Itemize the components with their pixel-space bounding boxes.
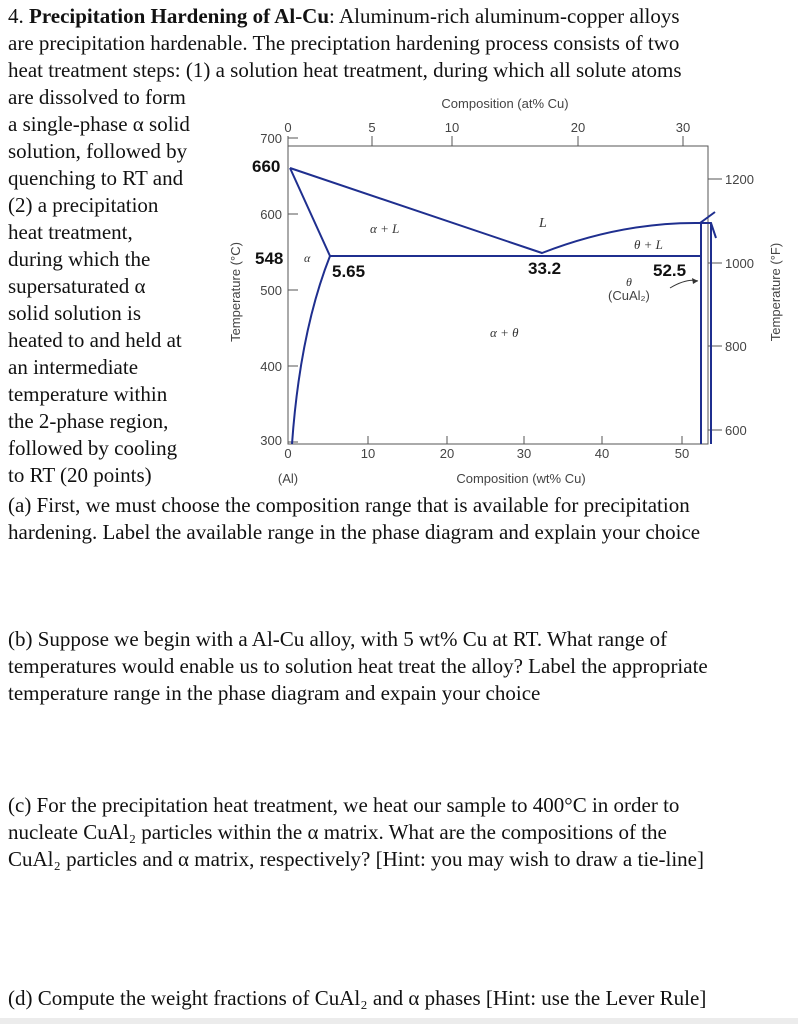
- wrapped-intro-line: a single-phase α solid: [8, 112, 190, 136]
- phase-theta-plus-l-label: θ + L: [634, 237, 663, 252]
- left-axis-title: Temperature (°C): [228, 242, 243, 342]
- al-cu-phase-diagram: [222, 92, 798, 488]
- part-a-line-2: hardening. Label the available range in the phase diagram and explain your choice: [8, 520, 701, 544]
- bottom-tick-20: 20: [439, 446, 455, 461]
- wrapped-intro-line: solid solution is: [8, 301, 142, 325]
- wrapped-intro-line: followed by cooling: [8, 436, 178, 460]
- top-tick-10: 10: [444, 120, 460, 135]
- phase-theta-label: θ: [626, 275, 632, 289]
- left-tick-300: 300: [260, 433, 282, 448]
- left-tick-700: 700: [260, 131, 282, 146]
- solvus-line: [292, 256, 330, 444]
- part-c-line-3: CuAl₂ particles and α matrix, respectively? [Hint: you may wish to draw a tie-line]: [8, 847, 704, 871]
- right-tick-600: 600: [725, 423, 747, 438]
- right-tick-1200: 1200: [725, 172, 754, 187]
- cual2-arrowhead: [692, 278, 698, 284]
- intro-line-3: heat treatment steps: (1) a solution heat treatment, during which all solute atoms: [8, 58, 682, 82]
- left-tick-400: 400: [260, 359, 282, 374]
- solidus-line: [290, 168, 330, 256]
- problem-heading-line: [8, 3, 680, 30]
- wrapped-intro-line: solution, followed by: [8, 139, 188, 163]
- comp-33-2-label: 33.2: [528, 259, 562, 278]
- phase-cual2-label: (CuAl₂): [608, 288, 650, 303]
- problem-number: 4.: [8, 4, 29, 28]
- wrapped-intro-line: (2) a precipitation: [8, 193, 159, 217]
- intro-line-2: are precipitation hardenable. The preciptation hardening process consists of two: [8, 31, 680, 55]
- wrapped-intro-line: are dissolved to form: [8, 85, 186, 109]
- part-b-line-3: temperature range in the phase diagram and expain your choice: [8, 681, 541, 705]
- phase-alpha-label: α: [304, 251, 311, 265]
- wrapped-intro-line: heated to and held at: [8, 328, 182, 352]
- bottom-left-label: (Al): [277, 471, 299, 486]
- wrapped-intro-line: during which the: [8, 247, 151, 271]
- temp-660-label: 660: [252, 157, 281, 176]
- comp-52-5-label: 52.5: [653, 261, 687, 280]
- left-tick-500: 500: [260, 283, 282, 298]
- bottom-tick-50: 50: [674, 446, 690, 461]
- part-a-line-1: (a) First, we must choose the composition range that is available for precipitation: [8, 493, 690, 517]
- part-c-line-1: (c) For the precipitation heat treatment, we heat our sample to 400°C in order to: [8, 793, 680, 817]
- part-b-line-2: temperatures would enable us to solution heat treat the alloy? Label the appropriate: [8, 654, 708, 678]
- bottom-axis-title: Composition (wt% Cu): [456, 471, 586, 486]
- wrapped-intro-line: an intermediate: [8, 355, 139, 379]
- top-axis-title: Composition (at% Cu): [441, 96, 569, 111]
- comp-5-65-label: 5.65: [332, 262, 366, 281]
- wrapped-intro-line: supersaturated α: [8, 274, 146, 298]
- phase-alpha-plus-theta-label: α + θ: [490, 325, 519, 340]
- bottom-tick-30: 30: [516, 446, 532, 461]
- bottom-tick-10: 10: [360, 446, 376, 461]
- part-b-line-1: (b) Suppose we begin with a Al-Cu alloy, with 5 wt% Cu at RT. What range of: [8, 627, 668, 651]
- wrapped-intro-line: to RT (20 points): [8, 463, 152, 487]
- right-axis-title: Temperature (°F): [768, 242, 783, 342]
- wrapped-intro-line: the 2-phase region,: [8, 409, 169, 433]
- problem-intro-rest: : Aluminum-rich aluminum-copper alloys: [329, 4, 680, 28]
- phase-alpha-plus-l-label: α + L: [370, 221, 400, 236]
- top-tick-marks: [288, 136, 683, 146]
- top-tick-20: 20: [570, 120, 586, 135]
- bottom-tick-0: 0: [284, 446, 292, 461]
- top-tick-0: 0: [284, 120, 292, 135]
- problem-title: Precipitation Hardening of Al-Cu: [29, 4, 330, 28]
- part-d-line-1: (d) Compute the weight fractions of CuAl₂ and α phases [Hint: use the Lever Rule]: [8, 986, 707, 1010]
- right-tick-1000: 1000: [725, 256, 754, 271]
- left-tick-600: 600: [260, 207, 282, 222]
- part-c-line-2: nucleate CuAl₂ particles within the α matrix. What are the compositions of the: [8, 820, 667, 844]
- wrapped-intro-line: temperature within: [8, 382, 168, 406]
- right-tick-800: 800: [725, 339, 747, 354]
- temp-548-label: 548: [255, 249, 284, 268]
- phase-boundaries: [290, 168, 716, 444]
- top-tick-30: 30: [675, 120, 691, 135]
- bottom-tick-40: 40: [594, 446, 610, 461]
- top-tick-5: 5: [368, 120, 376, 135]
- phase-liquid-label: L: [539, 216, 547, 231]
- wrapped-intro-line: heat treatment,: [8, 220, 133, 244]
- bottom-edge: [0, 1018, 798, 1024]
- wrapped-intro-line: quenching to RT and: [8, 166, 184, 190]
- bottom-tick-marks: [368, 436, 682, 444]
